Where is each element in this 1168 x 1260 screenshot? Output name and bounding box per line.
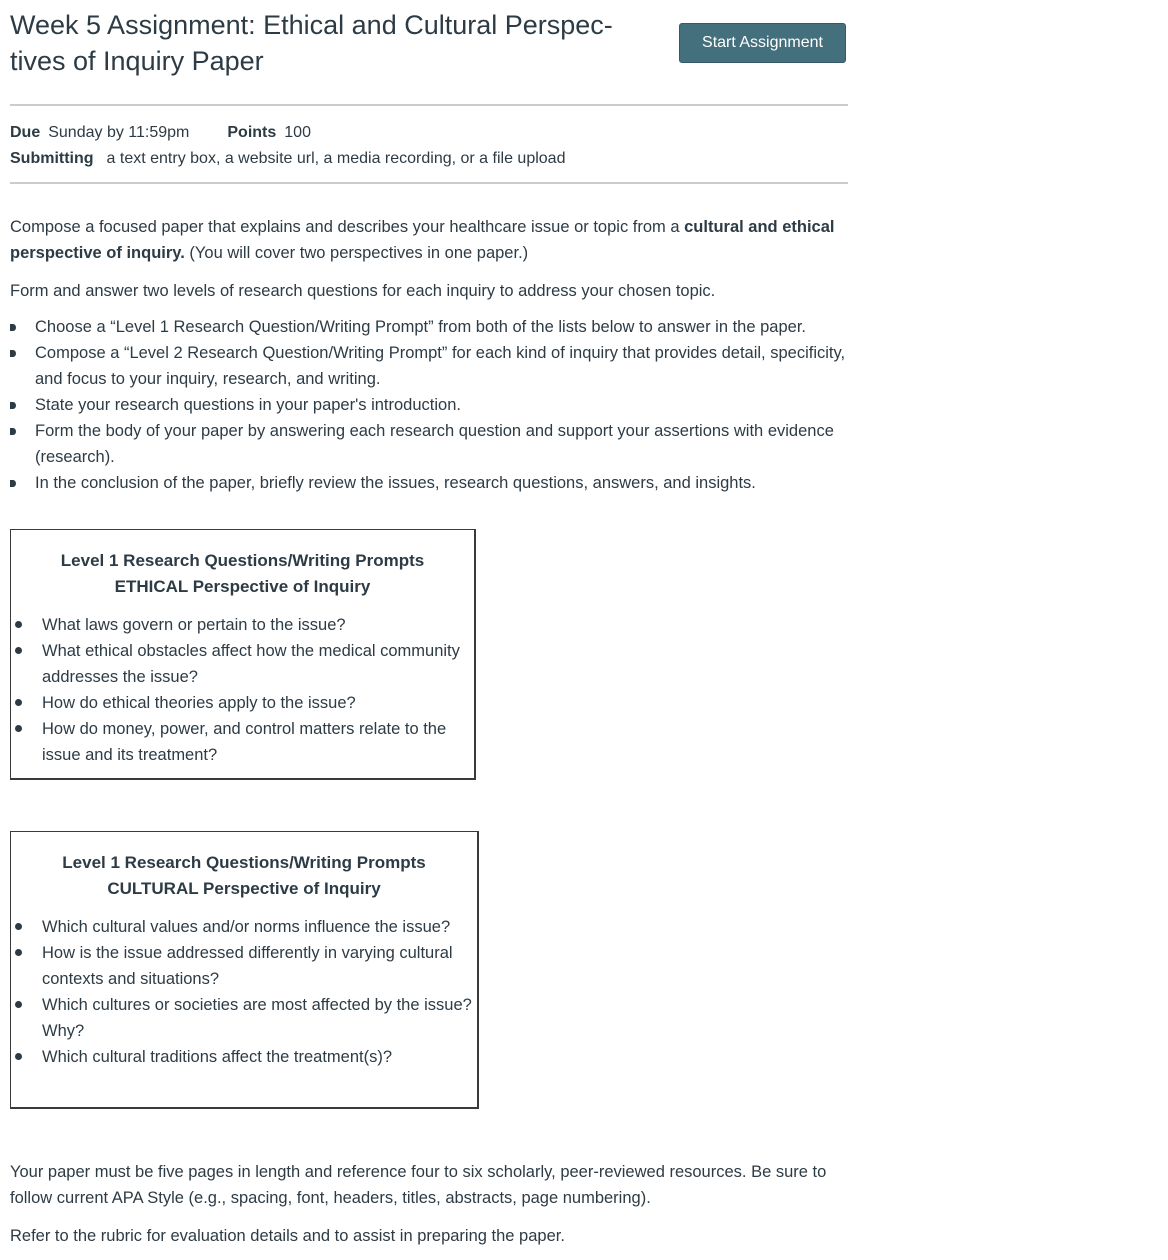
bullet-icon — [10, 428, 16, 435]
list-item-text: Form the body of your paper by answering each research question and support your assertions with evidence (research). — [35, 422, 834, 466]
list-item-text: Which cultural traditions affect the treatment(s)? — [42, 1048, 393, 1066]
ethical-heading-line-2: ETHICAL Perspective of Inquiry — [114, 577, 371, 596]
bullet-icon — [15, 1001, 22, 1008]
list-item-text: Which cultural values and/or norms influence the issue? — [42, 918, 451, 936]
cultural-prompts-box — [10, 831, 479, 1109]
due-value: Sunday by 11:59pm — [48, 124, 190, 141]
bullet-icon — [10, 402, 16, 409]
closing-section — [10, 1159, 848, 1260]
intro-text-end: (You will cover two perspectives in one paper.) — [184, 244, 529, 262]
instructions-list — [10, 314, 848, 496]
list-item — [11, 638, 474, 690]
ethical-prompts-box — [10, 529, 476, 780]
submitting-label: Submitting — [10, 150, 94, 167]
levels-paragraph: Form and answer two levels of research questions for each inquiry to address your chosen topic. — [10, 282, 716, 300]
assignment-description — [10, 184, 848, 496]
requirements-paragraph: Your paper must be five pages in length and reference four to six scholarly, peer-reviewed resources. Be sure to follow current APA Style (e.g., spacing, font, headers, titles, abstracts, page numbering). — [10, 1163, 827, 1207]
list-item-text: How do ethical theories apply to the issue? — [42, 694, 356, 712]
list-item — [11, 690, 474, 716]
list-item-text: What laws govern or pertain to the issue? — [42, 616, 346, 634]
list-item — [10, 314, 848, 340]
list-item-text: Which cultures or societies are most affected by the issue? Why? — [42, 996, 472, 1040]
list-item-text: Compose a “Level 2 Research Question/Writing Prompt” for each kind of inquiry that provides detail, specificity, and focus to your inquiry, research, and writing. — [35, 344, 846, 388]
intro-bold-text: cultural and ethical perspective of inquiry. — [10, 218, 835, 262]
points-value: 100 — [284, 124, 311, 141]
title-line-1: Week 5 Assignment: Ethical and Cultural Perspec- — [10, 10, 613, 40]
list-item-text: Choose a “Level 1 Research Question/Writing Prompt” from both of the lists below to answer in the paper. — [35, 318, 806, 336]
assignment-details — [10, 106, 848, 182]
list-item-text: How do money, power, and control matters relate to the issue and its treatment? — [42, 720, 447, 764]
list-item-text: State your research questions in your paper's introduction. — [35, 396, 461, 414]
bullet-icon — [15, 1053, 22, 1060]
list-item — [11, 1044, 477, 1070]
list-item — [11, 940, 477, 992]
list-item — [10, 392, 848, 418]
list-item-text: How is the issue addressed differently in varying cultural contexts and situations? — [42, 944, 453, 988]
cultural-box-heading — [11, 850, 477, 902]
cultural-prompts-list — [11, 914, 477, 1070]
list-item — [11, 992, 477, 1044]
list-item — [11, 914, 477, 940]
submitting-value: a text entry box, a website url, a media recording, or a file upload — [106, 150, 566, 167]
list-item — [10, 470, 848, 496]
intro-text: Compose a focused paper that explains and describes your healthcare issue or topic from a — [10, 218, 685, 236]
bullet-icon — [15, 923, 22, 930]
bullet-icon — [15, 725, 22, 732]
due-label: Due — [10, 124, 41, 141]
list-item — [11, 612, 474, 638]
list-item-text: In the conclusion of the paper, briefly review the issues, research questions, answers, and insights. — [35, 474, 756, 492]
bullet-icon — [10, 350, 16, 357]
bullet-icon — [15, 949, 22, 956]
title-line-2: tives of Inquiry Paper — [10, 46, 264, 76]
ethical-heading-line-1: Level 1 Research Questions/Writing Prompts — [60, 551, 425, 570]
points-label: Points — [227, 124, 277, 141]
bullet-icon — [10, 480, 16, 487]
ethical-prompts-list — [11, 612, 474, 768]
assignment-page — [10, 0, 848, 496]
list-item — [10, 418, 848, 470]
page-title — [10, 7, 650, 79]
cultural-heading-line-1: Level 1 Research Questions/Writing Prompts — [62, 853, 426, 872]
bullet-icon — [15, 621, 22, 628]
due-points-row — [10, 120, 848, 146]
ethical-box-heading — [11, 548, 474, 600]
assignment-header — [10, 0, 848, 104]
list-item — [10, 340, 848, 392]
list-item — [11, 716, 474, 768]
cultural-heading-line-2: CULTURAL Perspective of Inquiry — [107, 879, 381, 898]
bullet-icon — [15, 699, 22, 706]
start-assignment-button[interactable]: Start Assignment — [679, 23, 846, 63]
intro-paragraph — [10, 214, 848, 266]
rubric-paragraph: Refer to the rubric for evaluation details and to assist in preparing the paper. — [10, 1227, 565, 1245]
bullet-icon — [10, 324, 16, 331]
bullet-icon — [15, 647, 22, 654]
list-item-text: What ethical obstacles affect how the medical community addresses the issue? — [42, 642, 460, 686]
submitting-row — [10, 146, 848, 172]
